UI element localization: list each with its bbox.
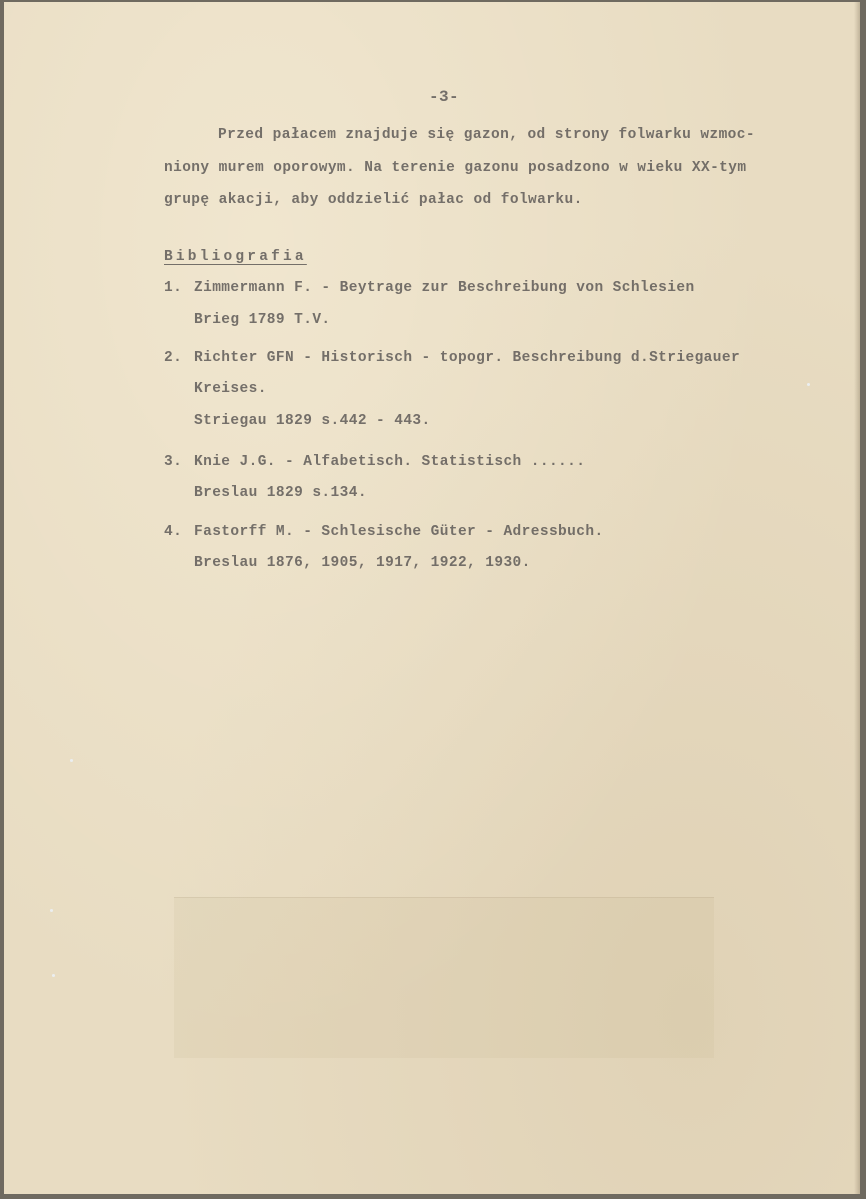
paragraph-line: niony murem oporowym. Na terenie gazonu posadzono w wieku XX-tym	[164, 160, 747, 176]
bibliography-item-line: Zimmermann F. - Beytrage zur Beschreibung von Schlesien	[194, 280, 695, 296]
bibliography-item-line: Breslau 1829 s.134.	[194, 485, 367, 501]
bibliography-item-number: 1.	[164, 280, 183, 296]
bibliography-item-line: Striegau 1829 s.442 - 443.	[194, 413, 431, 429]
bibliography-item-line: Breslau 1876, 1905, 1917, 1922, 1930.	[194, 555, 531, 571]
paper-shadow	[174, 897, 714, 1058]
paper-speck	[50, 909, 53, 912]
page-edge-shadow	[854, 2, 860, 1194]
paragraph-line: grupę akacji, aby oddzielić pałac od folwarku.	[164, 192, 583, 208]
bibliography-item-line: Fastorff M. - Schlesische Güter - Adressbuch.	[194, 524, 604, 540]
document-page	[4, 2, 860, 1194]
paper-speck	[70, 759, 73, 762]
paragraph-line: Przed pałacem znajduje się gazon, od strony folwarku wzmoc-	[218, 127, 755, 143]
page-number: -3-	[429, 88, 460, 106]
bibliography-heading: Bibliografia	[164, 249, 307, 265]
bibliography-item-number: 3.	[164, 454, 183, 470]
paper-speck	[807, 383, 810, 386]
bibliography-item-line: Brieg 1789 T.V.	[194, 312, 331, 328]
bibliography-item-number: 4.	[164, 524, 183, 540]
paper-speck	[52, 974, 55, 977]
bibliography-item-line: Kreises.	[194, 381, 267, 397]
bibliography-item-number: 2.	[164, 350, 183, 366]
bibliography-item-line: Richter GFN - Historisch - topogr. Beschreibung d.Striegauer	[194, 350, 741, 366]
bibliography-item-line: Knie J.G. - Alfabetisch. Statistisch ......	[194, 454, 586, 470]
